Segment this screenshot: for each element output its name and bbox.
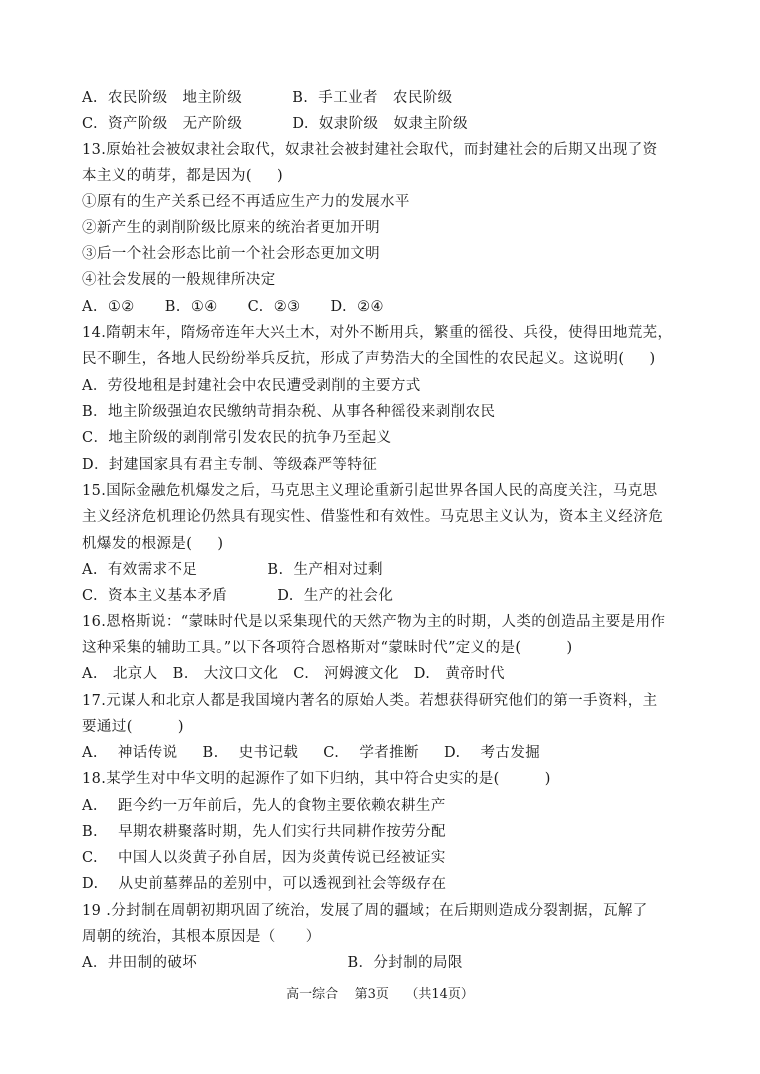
- q14-stem-line2: 民不聊生，各地人民纷纷举兵反抗，形成了声势浩大的全国性的农民起义。这说明( ): [82, 351, 656, 367]
- q13-statement-1: ①原有的生产关系已经不再适应生产力的发展水平: [82, 194, 410, 210]
- q13-statement-2: ②新产生的剥削阶级比原来的统治者更加开明: [82, 220, 380, 236]
- q12-options-ab: A. 农民阶级 地主阶级 B. 手工业者 农民阶级: [82, 90, 453, 106]
- q14-option-c: C．地主阶级的剥削常引发农民的抗争乃至起义: [82, 430, 392, 446]
- q13-statement-3: ③后一个社会形态比前一个社会形态更加文明: [82, 246, 380, 262]
- q15-options-cd: C. 资本主义基本矛盾 D. 生产的社会化: [82, 588, 394, 604]
- q13-statement-4: ④社会发展的一般规律所决定: [82, 272, 276, 288]
- q18-option-b: B. 早期农耕聚落时期，先人们实行共同耕作按劳分配: [82, 824, 446, 840]
- q13-options: A. ①② B. ①④ C. ②③ D. ②④: [82, 299, 384, 315]
- q17-stem-line1: 17.元谋人和北京人都是我国境内著名的原始人类。若想获得研究他们的第一手资料，主: [82, 693, 658, 709]
- q16-stem-line1: 16.恩格斯说：“蒙昧时代是以采集现代的天然产物为主的时期，人类的创造品主要是用作: [82, 614, 666, 630]
- q13-stem-line2: 本主义的萌芽，都是因为( ): [82, 168, 284, 184]
- q17-stem-line2: 要通过( ): [82, 719, 184, 735]
- q19-stem-line1: 19 .分封制在周朝初期巩固了统治，发展了周的疆域；在后期则造成分裂割据，瓦解了: [82, 903, 648, 919]
- q12-options-cd: C. 资产阶级 无产阶级 D. 奴隶阶级 奴隶主阶级: [82, 116, 468, 132]
- q19-options-ab: A．井田制的破坏 B．分封制的局限: [82, 955, 463, 971]
- q15-stem-line2: 主义经济危机理论仍然具有现实性、借鉴性和有效性。马克思主义认为，资本主义经济危: [82, 509, 664, 525]
- q15-stem-line1: 15.国际金融危机爆发之后，马克思主义理论重新引起世界各国人民的高度关注，马克思: [82, 483, 658, 499]
- q15-stem-line3: 机爆发的根源是( ): [82, 536, 224, 552]
- q18-option-c: C. 中国人以炎黄子孙自居，因为炎黄传说已经被证实: [82, 850, 446, 866]
- page-footer: 高一综合 第3页 （共14页）: [286, 987, 474, 1002]
- q14-option-b: B．地主阶级强迫农民缴纳苛捐杂税、从事各种徭役来剥削农民: [82, 404, 496, 420]
- q14-stem-line1: 14.隋朝末年，隋炀帝连年大兴土木，对外不断用兵，繁重的徭役、兵役，使得田地荒芜，: [82, 325, 673, 341]
- q18-option-d: D. 从史前墓葬品的差别中，可以透视到社会等级存在: [82, 876, 447, 892]
- q19-stem-line2: 周朝的统治，其根本原因是（ ）: [82, 929, 321, 945]
- q16-stem-line2: 这种采集的辅助工具。”以下各项符合恩格斯对“蒙昧时代”定义的是( ): [82, 640, 573, 656]
- q18-stem: 18.某学生对中华文明的起源作了如下归纳，其中符合史实的是( ): [82, 771, 551, 787]
- q14-option-d: D．封建国家具有君主专制、等级森严等特征: [82, 457, 378, 473]
- q16-options: A. 北京人 B. 大汶口文化 C. 河姆渡文化 D. 黄帝时代: [82, 666, 505, 682]
- q17-options: A. 神话传说 B. 史书记载 C. 学者推断 D. 考古发掘: [82, 745, 541, 761]
- q13-stem-line1: 13.原始社会被奴隶社会取代，奴隶社会被封建社会取代，而封建社会的后期又出现了资: [82, 142, 658, 158]
- q18-option-a: A. 距今约一万年前后，先人的食物主要依赖农耕生产: [82, 798, 446, 814]
- q14-option-a: A．劳役地租是封建社会中农民遭受剥削的主要方式: [82, 378, 421, 394]
- q15-options-ab: A. 有效需求不足 B. 生产相对过剩: [82, 562, 383, 578]
